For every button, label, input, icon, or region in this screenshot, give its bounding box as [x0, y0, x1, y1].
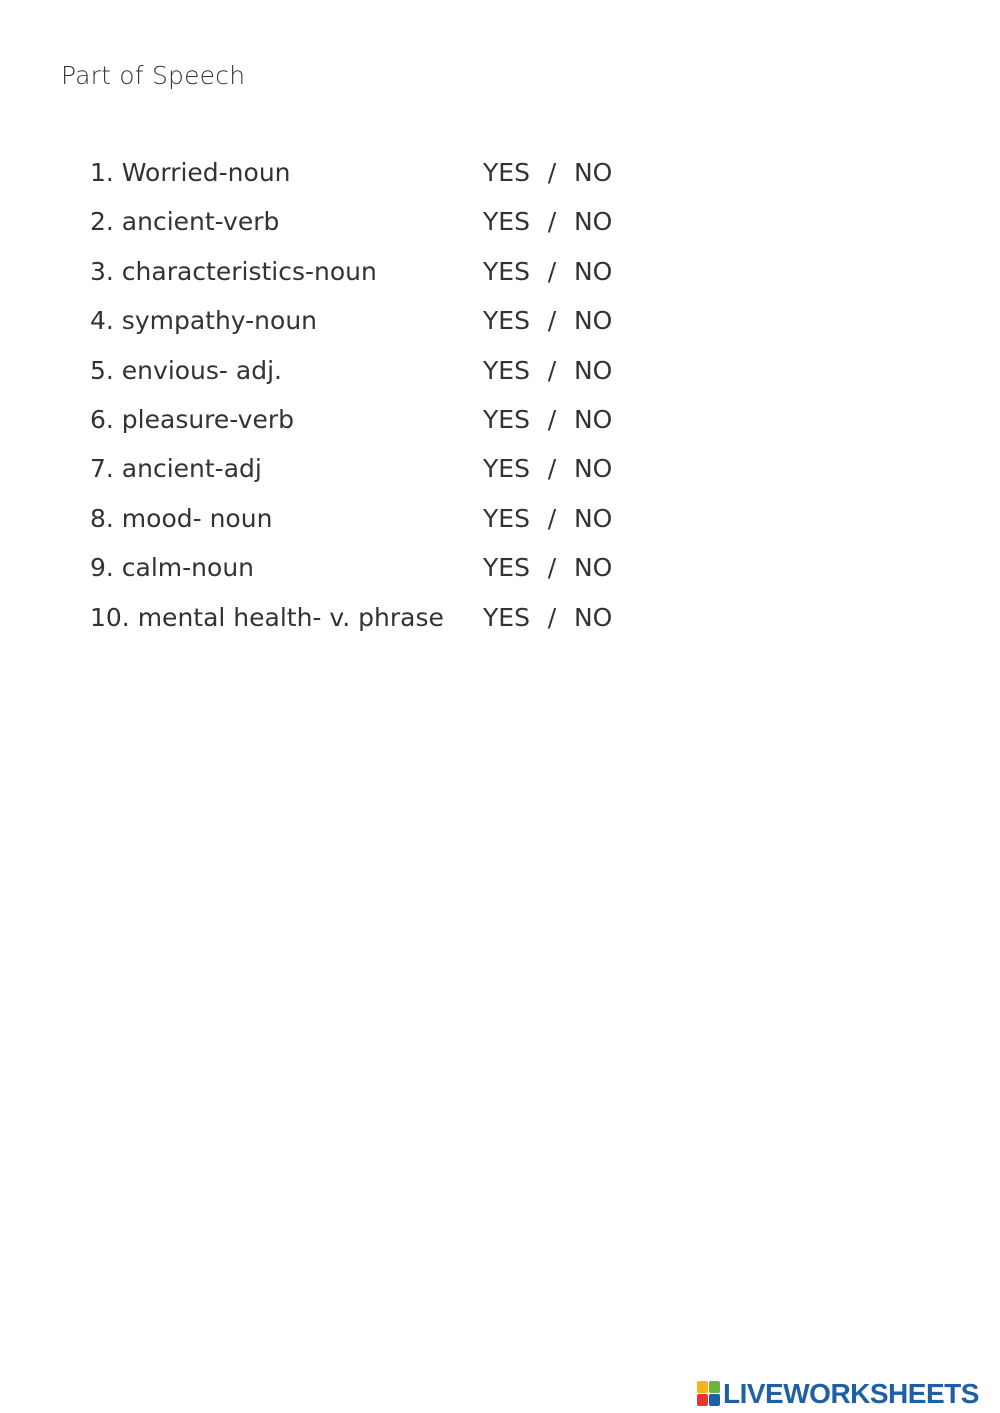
- item-text: 1. Worried-noun: [90, 158, 291, 187]
- answer-choices: [483, 356, 612, 385]
- separator: /: [547, 404, 557, 434]
- answer-choices: [483, 603, 612, 632]
- item-text: 10. mental health- v. phrase: [90, 602, 444, 632]
- list-item: [90, 553, 650, 602]
- item-text: 9. calm-noun: [90, 553, 255, 583]
- page-title: Part of Speech: [61, 61, 246, 90]
- answer-choices: [483, 207, 612, 236]
- no-option[interactable]: NO: [573, 553, 613, 583]
- no-option[interactable]: NO: [573, 306, 613, 336]
- item-text: 6. pleasure-verb: [90, 404, 294, 434]
- no-option[interactable]: NO: [573, 404, 613, 434]
- separator: /: [547, 355, 557, 385]
- no-option[interactable]: NO: [573, 207, 613, 237]
- separator: /: [547, 207, 557, 237]
- yes-option[interactable]: YES: [483, 207, 530, 237]
- no-option[interactable]: NO: [573, 158, 613, 187]
- list-item: [90, 207, 650, 256]
- list-item: [90, 504, 650, 553]
- list-item: [90, 158, 650, 207]
- separator: /: [547, 553, 557, 583]
- separator: /: [547, 602, 557, 632]
- yes-option[interactable]: YES: [483, 553, 530, 583]
- question-list: [90, 158, 650, 652]
- item-text: 5. envious- adj.: [90, 355, 282, 385]
- no-option[interactable]: NO: [573, 454, 613, 484]
- yes-option[interactable]: YES: [483, 404, 530, 434]
- answer-choices: [483, 306, 612, 335]
- list-item: [90, 257, 650, 306]
- list-item: [90, 405, 650, 454]
- no-option[interactable]: NO: [573, 503, 613, 533]
- list-item: [90, 603, 650, 652]
- list-item: [90, 454, 650, 503]
- answer-choices: [483, 158, 612, 187]
- separator: /: [547, 306, 557, 336]
- answer-choices: [483, 504, 612, 533]
- brand-wordmark: LIVEWORKSHEETS: [723, 1378, 979, 1409]
- yes-option[interactable]: YES: [483, 256, 530, 286]
- item-text: 3. characteristics-noun: [90, 256, 377, 286]
- no-option[interactable]: NO: [573, 355, 613, 385]
- answer-choices: [483, 257, 612, 286]
- list-item: [90, 356, 650, 405]
- yes-option[interactable]: YES: [483, 454, 530, 484]
- list-item: [90, 306, 650, 355]
- yes-option[interactable]: YES: [483, 158, 530, 187]
- yes-option[interactable]: YES: [483, 306, 530, 336]
- separator: /: [547, 158, 557, 187]
- liveworksheets-brand: [697, 1378, 979, 1410]
- answer-choices: [483, 405, 612, 434]
- item-text: 7. ancient-adj: [90, 454, 262, 484]
- item-text: 8. mood- noun: [90, 503, 273, 533]
- yes-option[interactable]: YES: [483, 503, 530, 533]
- separator: /: [547, 256, 557, 286]
- yes-option[interactable]: YES: [483, 355, 530, 385]
- answer-choices: [483, 553, 612, 582]
- separator: /: [547, 454, 557, 484]
- liveworksheets-logo-icon: [697, 1381, 721, 1407]
- yes-option[interactable]: YES: [483, 602, 530, 632]
- item-text: 2. ancient-verb: [90, 207, 280, 237]
- answer-choices: [483, 454, 612, 483]
- separator: /: [547, 503, 557, 533]
- item-text: 4. sympathy-noun: [90, 306, 318, 336]
- no-option[interactable]: NO: [573, 602, 613, 632]
- no-option[interactable]: NO: [573, 256, 613, 286]
